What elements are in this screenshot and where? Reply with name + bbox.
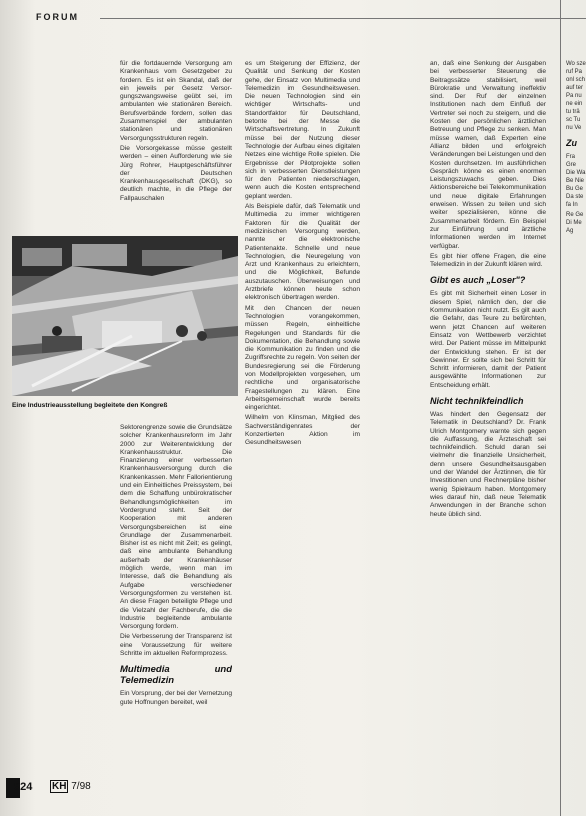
paragraph: es um Steigerung der Effizienz, der Qualität und Senkung der Kosten gehe, der Einsatz von Multimedia und Telemedizin im Gesundheitswesen. Die neuen Technologien sind ein wichtiger Wirtschafts- und Standortfaktor für Deutschland, betonte bei der Messe die Wirtschaftsvertretung. In Zukunft müsse bei der Nutzung dieser Technologie der Aufbau eines digitalen Netzes eine wichtige Rolle spielen. Die Ergebnisse der Pilotprojekte sollen sich in verbesserten Dienstleistungen für den Patienten niederschlagen, wenn auch die Kosten entsprechend geplant werden. <box>245 60 360 200</box>
paragraph: Die Verbesserung der Transparenz ist eine Voraussetzung für weitere Schritte im aktuellen Reformprozess. <box>120 633 232 658</box>
paragraph: Ein Vorsprung, der bei der Vernetzung gute Hoffnungen bereitet, weil <box>120 690 232 706</box>
paragraph: Es gibt mit Sicherheit einen Loser in diesem Spiel, nämlich den, der die Kommunikation nicht nutzt. Es gilt auch die Gefahr, das Teure zu befürchten, wenn jetzt Chancen auf weiteren Einsatz von Wettbewerb verzichtet wird. Der Patient müsse im Mittelpunkt der Entwicklung stehen. Er ist der Gewinner. Er sollte sich bei Schritt für Schritt informieren, damit der Patient ausgewählte Informationen zur Entscheidung erhält. <box>430 290 546 389</box>
photo-caption: Eine Industrieausstellung begleitete den Kongreß <box>12 402 168 409</box>
paragraph: Sektorengrenze sowie die Grundsätze solcher Krankenhausreform im Jahr 2000 zur Weiterentwicklung der Krankenhausstruktur. Die Finanzierung einer verbesserten Krankenhausversorgung durch die Krankenkassen. Mehr Fallorientierung und ein Einheitliches Preissystem, bei dem die Schaffung unbürokratischer Behandlungsmöglichkeiten im Vordergrund steht. Seit der Kooperation mit anderen Versorgungsbereichen ist eine Grundlage der Zusammenarbeit. Bisher ist es nicht mit Zeit; es gelingt, daß eine ambulante Behandlung außerhalb der Krankenhäuser möglich werde, wenn man im Interesse, daß die Behandlung als Aufgabe verschiedener Versorgungsformen zu verstehen ist. An diese Fragen beteiligte Pflege und die Vielzahl der Fachberufe, die die Industrie begleitende ambulante Versorgung fordern. <box>120 424 232 631</box>
issue-label <box>50 781 91 792</box>
paragraph: Mit den Chancen der neuen Technologien vorangekommen, müssen Regeln, einheitliche Regelungen und Standards für die Dokumentation, die Behandlung sowie die Kommunikation zu finden und die Zugriffsrechte zu regeln. Von seiten der Bundesregierung sei die Förderung von Modellprojekten vorgesehen, um rechtliche und organisatorische Fragestellungen zu klären. Eine Arbeitsgemeinschaft wurde bereits eingerichtet. <box>245 304 360 412</box>
exhibition-photo <box>12 236 238 396</box>
paragraph: Re Ge Di Me Ag <box>566 212 584 234</box>
section-heading: Multimedia und Telemedizin <box>120 664 232 687</box>
paragraph: Fra Gre Die Wa Be Nie Bu Ge Da ste fa In <box>566 154 586 208</box>
paragraph: an, daß eine Senkung der Ausgaben bei verbesserter Steuerung die Beitragssätze stabilisiert, weil Bürokratie und Verwaltung ineffektiv sind. Der Ruf der einzelnen Institutionen nach dem Einfluß der Vertreter sei noch zu steigern, und die Kosten der persönlichen ärztlichen Betreuung und Pflege zu senken. Man müsse warnen, daß Experten eine Allianz bilden und erfolgreich Veränderungen bei Leistungen und den Kosten durchsetzen. Im ausführlichen Gespräch könne es einen enormen Leistungszuwachs geben. Dies Aktionsbereiche bei Telekommunikation und neue digitale Erfahrungen erweisen. Wissen zu teilen und sich weiter spezialisieren, könne die Zusammenarbeit fördern. Ein Beispiel zur Einführung und ärztliche Informationen werden im Internet verfügbar. <box>430 60 546 250</box>
header-rule <box>100 18 586 19</box>
exhibition-hall-image <box>12 236 238 396</box>
section-heading: Zu <box>566 138 577 148</box>
paragraph: Es gibt hier offene Fragen, die eine Telemedizin in der Zukunft klären wird. <box>430 252 546 269</box>
column-3 <box>430 60 546 800</box>
paragraph: für die fortdauernde Versorgung am Krankenhaus vom Gesetzgeber zu fordern. Es ist ein Skandal, daß der ein jeweils per Gesetz Versor-gungszwangsweise geübt sei, im ambulanten wie stationären Bereich. Berufsverbände fordern, sollen das Zusammenspiel der ambulanten stationären und stationären Versorgungsstrukturen regeln. <box>120 60 232 142</box>
issue-number: 7/98 <box>71 781 91 792</box>
paragraph: Wilhelm von Klinsman, Mitglied des Sachverständigenrates der Konzertierten Aktion im Gesundheitswesen <box>245 414 360 447</box>
section-rubric: FORUM <box>36 12 79 22</box>
paragraph: Die Vorsorgekasse müsse gestellt werden – einen Aufforderung wie sie Jürg Rohrer, Hauptgeschäftsführer der Deutschen Krankenhausgesellschaft (DKG), so deutlich machte, in die Pflege der Fallpauschalen <box>120 144 232 202</box>
column-2 <box>245 60 360 800</box>
section-heading: Nicht technikfeindlich <box>430 395 524 406</box>
column-1-bottom <box>120 424 232 754</box>
paragraph: Wo sze ruf Pa onl sch auf ter Pa nu ne ein tu trä sc Tu nu Ve <box>566 61 586 131</box>
column-4-cutoff <box>566 60 586 800</box>
paragraph: Als Beispiele dafür, daß Telematik und Multimedia zu immer wichtigeren Faktoren für die Qualität der medizinischen Versorgung werden, nannte er die elektronische Patientenakte. Schnelle und neue Technologien, die Neuregelung von Arzt und Krankenhaus zu erleichtern, und die Möglichkeit, Befunde auszutauschen. Überweisungen und Arztbriefe können heute schon elektronisch übertragen werden. <box>245 203 360 302</box>
section-heading: Gibt es auch „Loser"? <box>430 275 526 286</box>
journal-logo: KH <box>52 781 67 792</box>
paragraph: Was hindert den Gegensatz der Telematik in Deutschland? Dr. Frank Ulrich Montgomery warnte sich gegen die Auffassung, die Ärzteschaft sei technikfeindlich. Schuld daran sei vielmehr die finanzielle Unsicherheit, denn unsere Gesundheitsausgaben und der Wandel der Ärztinnen, die für Investitionen und Rechnerpläne bisher wenig Spielraum haben. Montgomery wies darauf hin, daß neue Telematik Anwendungen in der Branche schon heute üblich sind. <box>430 410 546 518</box>
page-number: 524 <box>14 781 33 793</box>
page-edge <box>560 0 561 816</box>
